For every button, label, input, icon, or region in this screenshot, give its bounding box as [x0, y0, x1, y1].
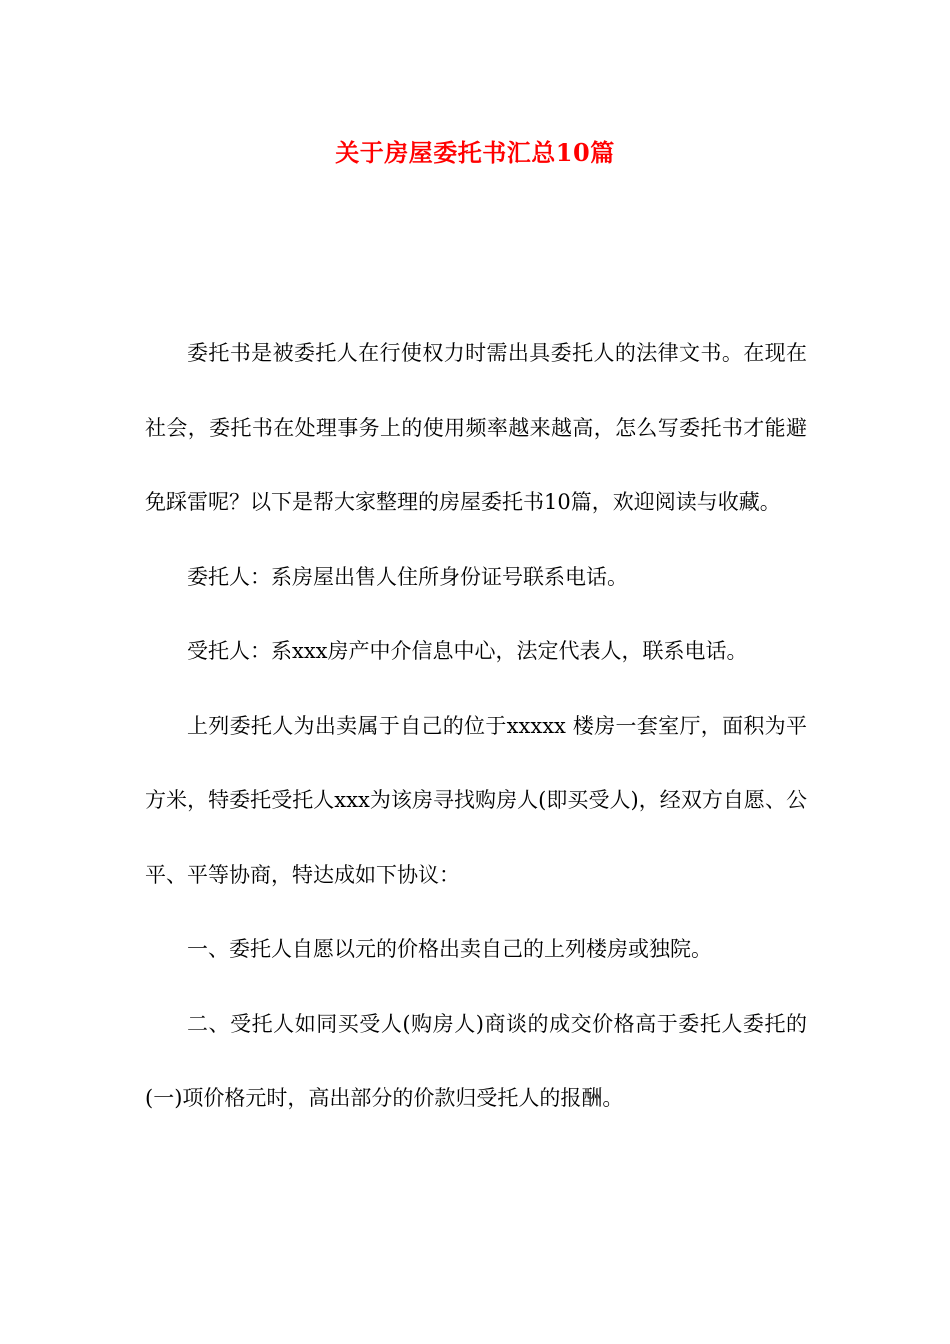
paragraph-intro: 委托书是被委托人在行使权力时需出具委托人的法律文书。在现在社会，委托书在处理事务上的使用频率越来越高，怎么写委托书才能避免踩雷呢？以下是帮大家整理的房屋委托书10篇，欢迎阅读与收藏。	[145, 341, 807, 514]
document-title: 关于房屋委托书汇总10篇	[335, 138, 615, 167]
paragraph-agent: 受托人：系xxx房产中介信息中心，法定代表人，联系电话。	[187, 639, 748, 663]
paragraph-clause-2: 二、受托人如同买受人(购房人)商谈的成交价格高于委托人委托的(一)项价格元时，高出部分的价款归受托人的报酬。	[145, 1011, 807, 1110]
paragraph-clause-1: 一、委托人自愿以元的价格出卖自己的上列楼房或独院。	[187, 937, 712, 961]
paragraph-principal: 委托人：系房屋出售人住所身份证号联系电话。	[187, 564, 628, 589]
document-body	[145, 316, 807, 1136]
paragraph-agreement: 上列委托人为出卖属于自己的位于xxxxx 楼房一套室厅，面积为平方米，特委托受托人xxx为该房寻找购房人(即买受人)，经双方自愿、公平、平等协商，特达成如下协议：	[145, 713, 807, 887]
